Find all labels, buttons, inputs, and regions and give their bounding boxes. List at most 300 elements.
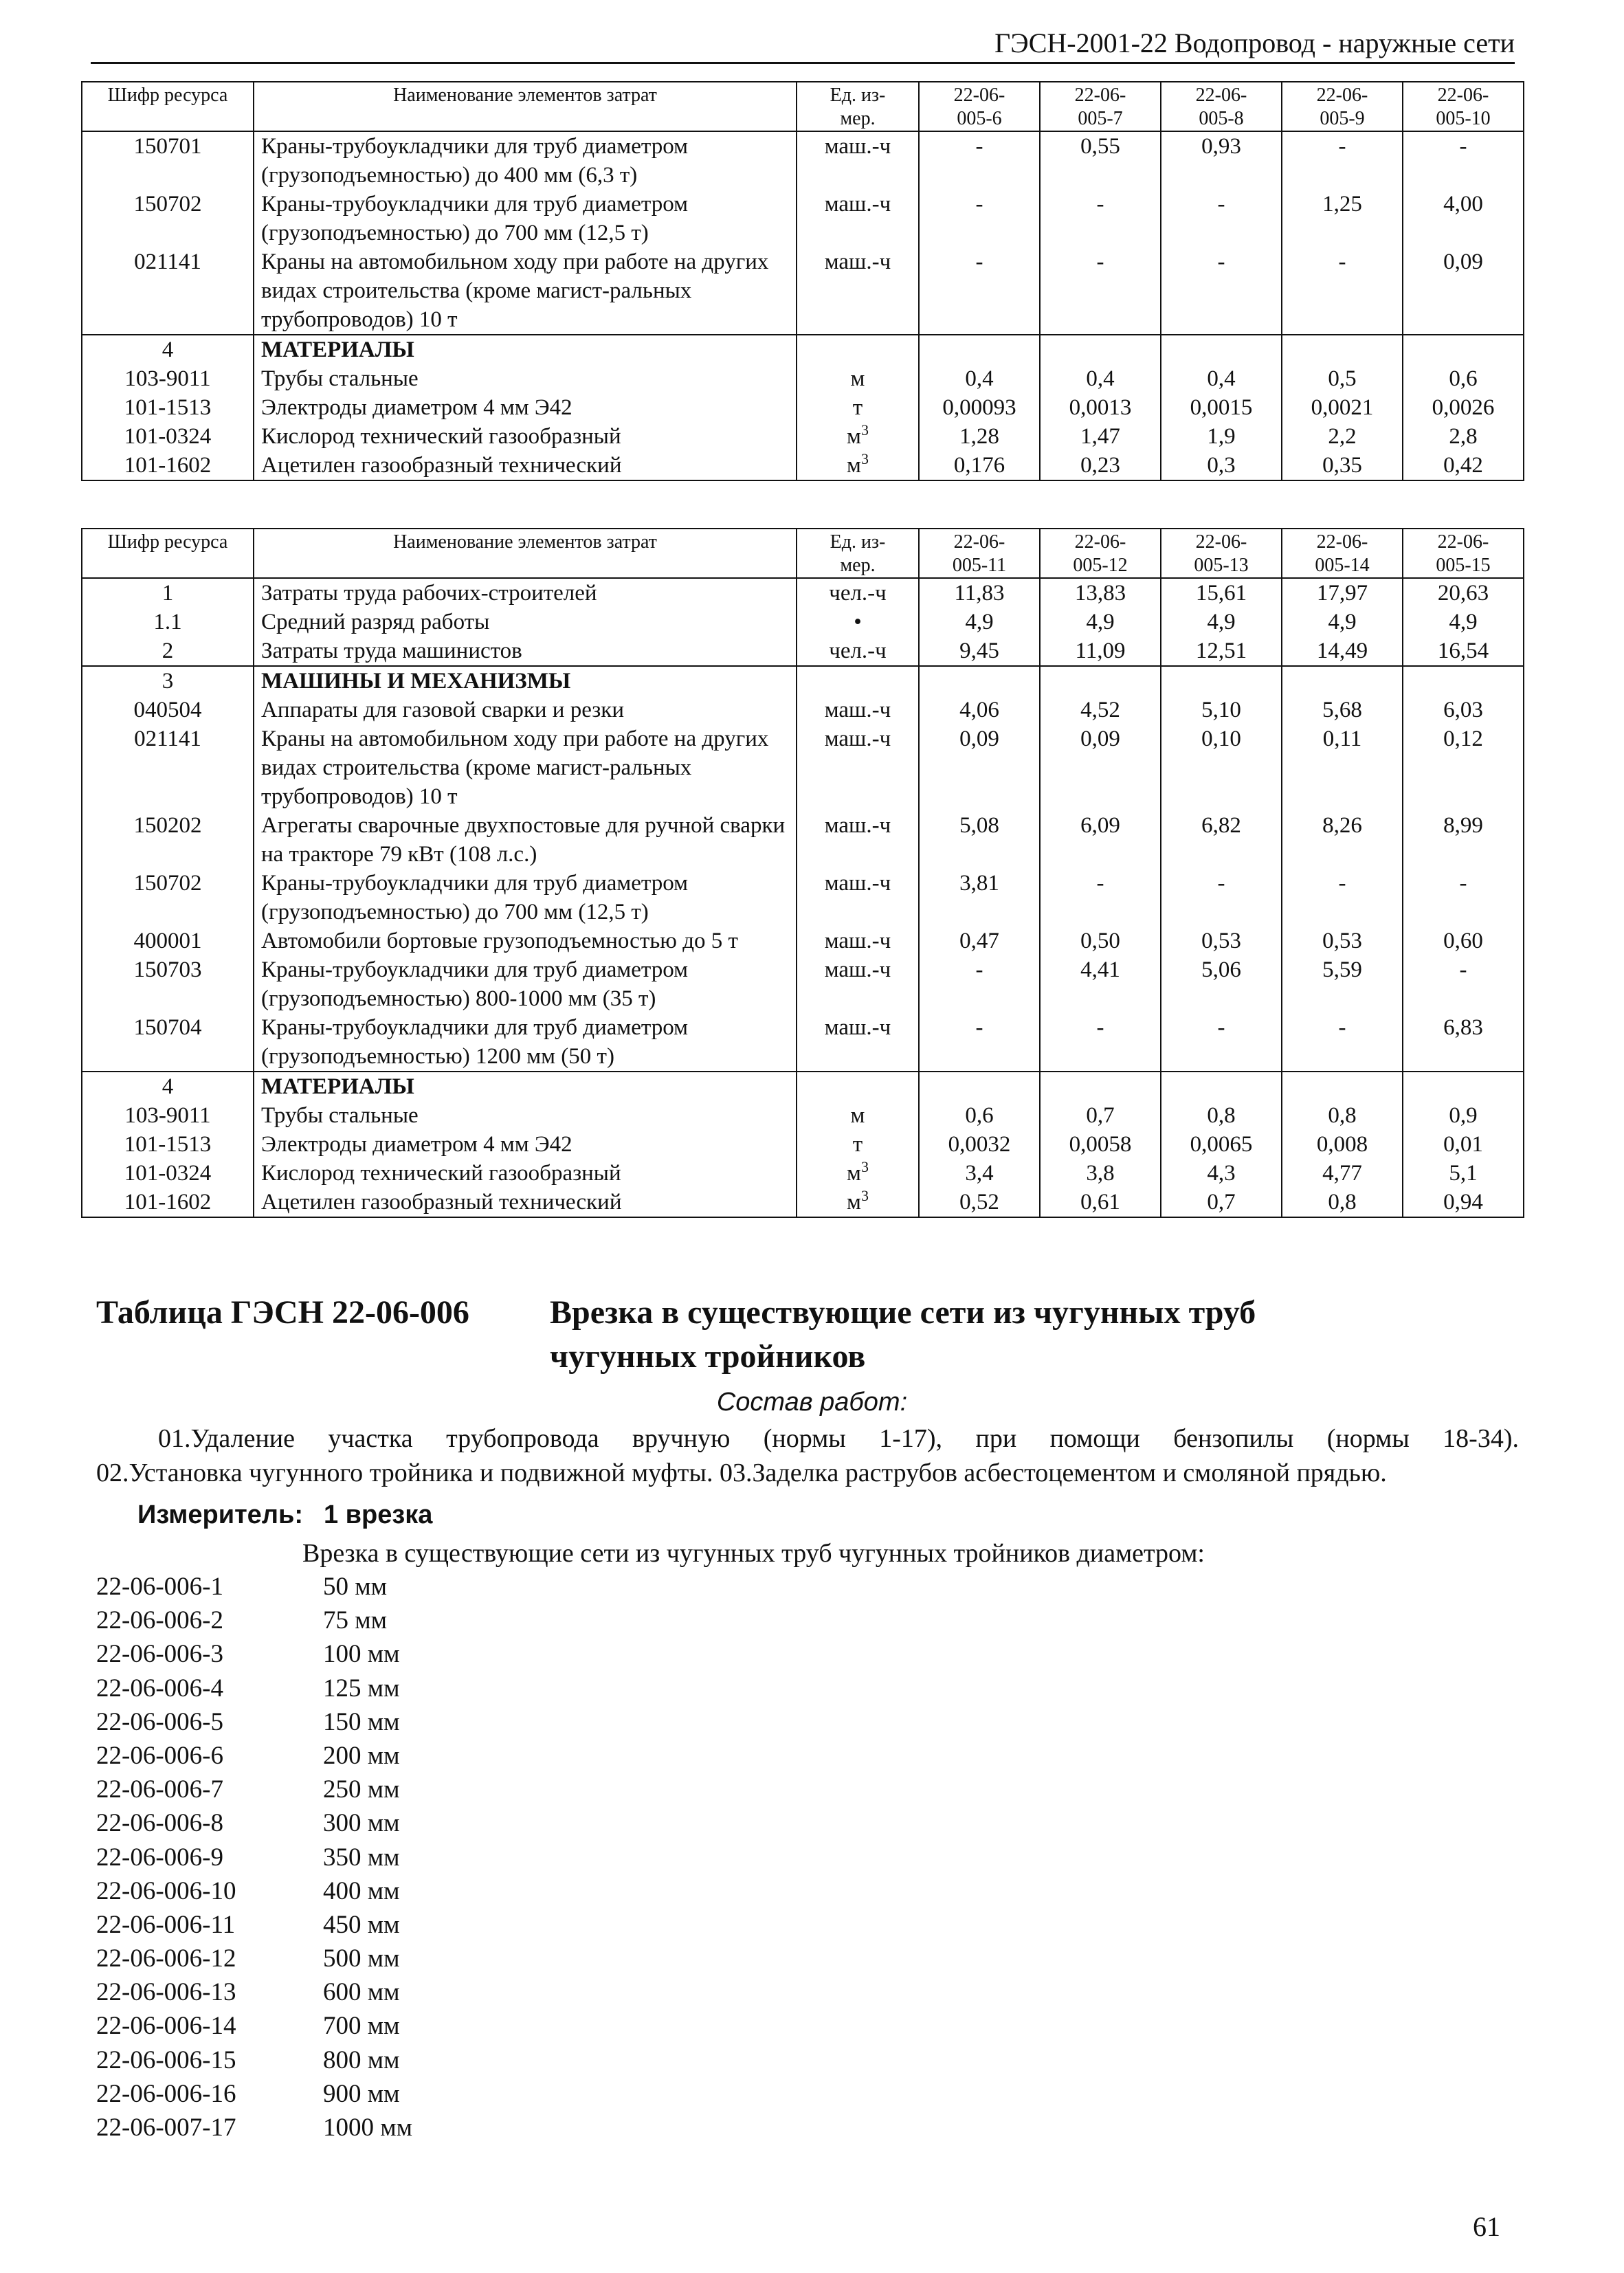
resource-unit [797,1013,919,1072]
table-row [82,1013,1524,1072]
norm-value: 3,8 [1040,1159,1161,1188]
norm-item [96,1705,412,1739]
table-row [82,869,1524,927]
norm-diameter: 200 мм [323,1741,400,1770]
norm-diameter: 50 мм [323,1573,388,1601]
column-header: Наименование элементов затрат [254,82,797,131]
norm-item [96,2043,412,2077]
unit-text: т [852,395,863,420]
norm-value: - [1040,190,1161,247]
resource-unit [797,811,919,869]
table-row [82,451,1524,480]
page-number: 61 [1473,2211,1500,2242]
table-header-row [82,82,1524,131]
unit-text: маш.-ч [824,698,891,722]
norm-value: 3,81 [919,869,1040,927]
resource-unit [797,724,919,811]
column-header: 22-06- 005-6 [919,82,1040,131]
norm-value: 0,176 [919,451,1040,480]
norm-value [1161,335,1282,364]
work-composition-line-2: 02.Установка чугунного тройника и подвижной муфты. 03.Заделка раструбов асбестоцементом и смоляной прядью. [96,1459,1387,1487]
resource-name: Краны на автомобильном ходу при работе на других видах строительства (кроме магист-ральных трубопроводов) 10 т [254,724,797,811]
norm-code: 22-06-006-1 [96,1573,223,1601]
norm-value [1282,666,1403,696]
resource-table-005-6-10 [81,81,1524,481]
unit-text: • [854,610,862,634]
norm-diameter: 350 мм [323,1843,400,1872]
norm-diameter: 500 мм [323,1944,400,1973]
resource-unit [797,636,919,666]
norm-code: 22-06-006-9 [96,1843,223,1872]
norm-value: 0,09 [919,724,1040,811]
resource-name: Автомобили бортовые грузоподъемностью до 5 т [254,927,797,955]
norm-code: 22-06-006-10 [96,1876,236,1905]
norm-value: 4,9 [1282,608,1403,636]
norm-value: 16,54 [1403,636,1524,666]
norm-value: 0,5 [1282,364,1403,393]
resource-unit [797,578,919,608]
table-row [82,393,1524,422]
unit-text: чел.-ч [829,639,887,663]
norm-value: 5,10 [1161,696,1282,724]
norm-value [919,666,1040,696]
norm-value: 0,11 [1282,724,1403,811]
norm-value: 15,61 [1161,578,1282,608]
resource-unit [797,364,919,393]
norm-value: 0,0026 [1403,393,1524,422]
norm-diameter: 450 мм [323,1910,400,1939]
norm-value [1282,335,1403,364]
norm-item [96,1773,412,1806]
norm-value: 0,10 [1161,724,1282,811]
norm-value: 5,1 [1403,1159,1524,1188]
work-composition-line-1: 01.Удаление участка трубопровода вручную (нормы 1-17), при помощи бензопилы (нормы 18-34). [158,1424,1519,1453]
norm-value: 0,4 [1161,364,1282,393]
table-row [82,1101,1524,1130]
resource-unit [797,1072,919,1101]
resource-unit [797,247,919,335]
norm-value: 0,52 [919,1188,1040,1217]
norm-value: - [1282,131,1403,190]
column-header: Наименование элементов затрат [254,529,797,578]
norm-value: 0,8 [1161,1101,1282,1130]
group-row [82,1072,1524,1101]
norm-value: - [1282,1013,1403,1072]
norm-value: - [1161,869,1282,927]
table-row [82,955,1524,1013]
resource-name: Кислород технический газообразный [254,1159,797,1188]
norm-value: 1,47 [1040,422,1161,451]
unit-text: м [847,424,861,449]
resource-unit [797,608,919,636]
resource-unit [797,1188,919,1217]
norm-value: 17,97 [1282,578,1403,608]
norm-value: 0,9 [1403,1101,1524,1130]
column-header: 22-06- 005-8 [1161,82,1282,131]
norm-value: 1,28 [919,422,1040,451]
norm-value: - [1161,247,1282,335]
norm-value [1040,666,1161,696]
norm-item [96,2111,412,2144]
norm-value [1161,1072,1282,1101]
table-row [82,608,1524,636]
resource-name: МАТЕРИАЛЫ [254,335,797,364]
resource-code: 150701 [82,131,254,190]
resource-code: 150703 [82,955,254,1013]
norm-value: 5,59 [1282,955,1403,1013]
resource-code: 2 [82,636,254,666]
resource-code: 400001 [82,927,254,955]
table-body [82,131,1524,480]
norm-code: 22-06-006-3 [96,1640,223,1669]
norm-value: 0,8 [1282,1101,1403,1130]
norm-value: - [1040,869,1161,927]
resource-unit [797,451,919,480]
norm-value: 0,0015 [1161,393,1282,422]
norm-value: - [919,131,1040,190]
resource-code: 103-9011 [82,364,254,393]
resource-name: Трубы стальные [254,1101,797,1130]
norm-diameter: 300 мм [323,1809,400,1838]
resource-name: Затраты труда рабочих-строителей [254,578,797,608]
norm-item [96,2077,412,2111]
norm-value: 0,09 [1403,247,1524,335]
norm-value: 1,25 [1282,190,1403,247]
norm-value: 4,41 [1040,955,1161,1013]
table-row [82,190,1524,247]
resource-name: Ацетилен газообразный технический [254,1188,797,1217]
resource-code: 1.1 [82,608,254,636]
table-row [82,131,1524,190]
column-header: Ед. из- мер. [797,529,919,578]
resource-name: Агрегаты сварочные двухпостовые для ручной сварки на тракторе 79 кВт (108 л.с.) [254,811,797,869]
norm-value: 0,4 [919,364,1040,393]
norm-value: - [1403,955,1524,1013]
resource-code: 040504 [82,696,254,724]
norm-value [919,1072,1040,1101]
resource-name: Затраты труда машинистов [254,636,797,666]
running-header: ГЭСН-2001-22 Водопровод - наружные сети [91,25,1515,64]
resource-name: Краны-трубоукладчики для труб диаметром (грузоподъемностью) 1200 мм (50 т) [254,1013,797,1072]
unit-text: маш.-ч [824,134,891,159]
norm-code: 22-06-006-13 [96,1978,236,2007]
resource-code: 101-1513 [82,393,254,422]
unit-text: маш.-ч [824,929,891,953]
resource-name: Электроды диаметром 4 мм Э42 [254,393,797,422]
work-composition-label: Состав работ: [716,1388,908,1417]
norm-diameter: 400 мм [323,1876,400,1905]
norm-value: 9,45 [919,636,1040,666]
resource-code: 021141 [82,724,254,811]
norm-value: 0,93 [1161,131,1282,190]
norm-value: 0,0065 [1161,1130,1282,1159]
unit-text: маш.-ч [824,813,891,838]
table-row [82,247,1524,335]
norm-value: 5,08 [919,811,1040,869]
unit-text: маш.-ч [824,727,891,751]
table-row [82,636,1524,666]
norm-value [1403,666,1524,696]
norm-value: - [1040,247,1161,335]
norm-value: 8,99 [1403,811,1524,869]
norm-value: 0,4 [1040,364,1161,393]
norm-value: 20,63 [1403,578,1524,608]
table-body [82,578,1524,1217]
resource-name: Краны на автомобильном ходу при работе на других видах строительства (кроме магист-ральных трубопроводов) 10 т [254,247,797,335]
column-header: 22-06- 005-13 [1161,529,1282,578]
norm-value: 2,8 [1403,422,1524,451]
resource-name: Кислород технический газообразный [254,422,797,451]
resource-table-005-11-15 [81,528,1524,1218]
norm-diameter: 100 мм [323,1640,400,1669]
resource-name: Электроды диаметром 4 мм Э42 [254,1130,797,1159]
norm-code: 22-06-006-12 [96,1944,236,1973]
norm-value: 0,23 [1040,451,1161,480]
norm-value: 0,94 [1403,1188,1524,1217]
resource-code: 150202 [82,811,254,869]
norm-value: - [1403,869,1524,927]
norm-code: 22-06-006-16 [96,2079,236,2108]
norm-diameter: 800 мм [323,2045,400,2074]
norm-item [96,1570,412,1604]
resource-unit [797,869,919,927]
norm-value: 6,83 [1403,1013,1524,1072]
norm-value: 0,35 [1282,451,1403,480]
norm-value: 4,9 [1161,608,1282,636]
resource-name: Аппараты для газовой сварки и резки [254,696,797,724]
unit-text: маш.-ч [824,192,891,217]
unit-exponent: 3 [860,1187,869,1204]
norm-value [1403,1072,1524,1101]
norm-value: 0,0058 [1040,1130,1161,1159]
resource-name: Краны-трубоукладчики для труб диаметром (грузоподъемностью) до 700 мм (12,5 т) [254,869,797,927]
norm-value: - [1040,1013,1161,1072]
column-header: 22-06- 005-10 [1403,82,1524,131]
resource-name: Краны-трубоукладчики для труб диаметром (грузоподъемностью) 800-1000 мм (35 т) [254,955,797,1013]
measure-label: Измеритель: [137,1500,303,1529]
norm-value: 0,3 [1161,451,1282,480]
norm-diameter: 1000 мм [323,2114,413,2142]
norm-value: 4,9 [1403,608,1524,636]
norm-value: 0,0032 [919,1130,1040,1159]
norm-value: 0,12 [1403,724,1524,811]
table-row [82,422,1524,451]
resource-unit [797,422,919,451]
resource-name: Краны-трубоукладчики для труб диаметром (грузоподъемностью) до 700 мм (12,5 т) [254,190,797,247]
resource-name: МАТЕРИАЛЫ [254,1072,797,1101]
unit-text: м [847,1161,861,1186]
norm-code: 22-06-006-11 [96,1910,236,1939]
unit-exponent: 3 [860,1158,869,1175]
group-row [82,666,1524,696]
resource-code: 150702 [82,869,254,927]
resource-code: 4 [82,1072,254,1101]
resource-code: 4 [82,335,254,364]
norm-value: 0,53 [1161,927,1282,955]
resource-code: 150702 [82,190,254,247]
norm-value: 3,4 [919,1159,1040,1188]
norm-value [1403,335,1524,364]
column-header: 22-06- 005-7 [1040,82,1161,131]
column-header: 22-06- 005-11 [919,529,1040,578]
unit-text: м [850,366,865,391]
norm-code: 22-06-006-2 [96,1606,223,1635]
resource-unit [797,393,919,422]
measure-value: 1 врезка [323,1500,433,1529]
column-header: Ед. из- мер. [797,82,919,131]
norm-value [919,335,1040,364]
unit-text: маш.-ч [824,957,891,982]
norm-item [96,2009,412,2043]
norm-value: - [1282,869,1403,927]
norm-value: 0,7 [1161,1188,1282,1217]
resource-unit [797,696,919,724]
norms-list [96,1570,412,2144]
norm-value: 0,47 [919,927,1040,955]
norm-value: - [1161,1013,1282,1072]
column-header: 22-06- 005-14 [1282,529,1403,578]
resource-unit [797,955,919,1013]
norm-diameter: 250 мм [323,1775,400,1804]
norm-value: 0,01 [1403,1130,1524,1159]
norm-item [96,1908,412,1942]
norm-value: 4,52 [1040,696,1161,724]
column-header: Шифр ресурса [82,82,254,131]
resource-unit [797,1159,919,1188]
norm-diameter: 125 мм [323,1674,400,1703]
resource-unit [797,1101,919,1130]
resource-unit [797,927,919,955]
norm-value: 0,0013 [1040,393,1161,422]
unit-text: маш.-ч [824,871,891,896]
resource-code: 3 [82,666,254,696]
column-header: 22-06- 005-15 [1403,529,1524,578]
norm-code: 22-06-006-4 [96,1674,223,1703]
norm-value: - [1403,131,1524,190]
table-row [82,696,1524,724]
resource-name: МАШИНЫ И МЕХАНИЗМЫ [254,666,797,696]
table-row [82,1188,1524,1217]
norm-value: - [1161,190,1282,247]
norm-value: 0,53 [1282,927,1403,955]
resource-code: 021141 [82,247,254,335]
resource-unit [797,1130,919,1159]
norm-value: 0,50 [1040,927,1161,955]
table-row [82,811,1524,869]
norm-value: 0,00093 [919,393,1040,422]
norm-item [96,1637,412,1671]
norm-value: - [919,955,1040,1013]
unit-text: м [850,1103,865,1128]
norm-item [96,1841,412,1874]
norm-item [96,1975,412,2009]
norm-value: 0,55 [1040,131,1161,190]
norm-code: 22-06-006-14 [96,2012,236,2041]
resource-unit [797,131,919,190]
column-header: 22-06- 005-9 [1282,82,1403,131]
norm-item [96,1874,412,1908]
norm-value: 5,06 [1161,955,1282,1013]
norm-value: 0,0021 [1282,393,1403,422]
norm-value: - [919,1013,1040,1072]
section-title: Таблица ГЭСН 22-06-006 [96,1294,469,1331]
norm-code: 22-06-007-17 [96,2114,236,2142]
resource-unit [797,190,919,247]
norm-value: 1,9 [1161,422,1282,451]
section-description: Врезка в существующие сети из чугунных труб чугунных тройников [550,1294,1256,1375]
norm-diameter: 75 мм [323,1606,388,1635]
resource-code: 1 [82,578,254,608]
resource-code: 101-0324 [82,422,254,451]
norm-diameter: 150 мм [323,1707,400,1736]
measure-unit [137,1498,432,1531]
norm-code: 22-06-006-6 [96,1741,223,1770]
norm-item [96,1942,412,1975]
norm-value: 4,06 [919,696,1040,724]
resource-unit [797,335,919,364]
norm-value: - [919,190,1040,247]
norm-value [1040,335,1161,364]
norm-value: 0,008 [1282,1130,1403,1159]
norm-value [1282,1072,1403,1101]
resource-name: Краны-трубоукладчики для труб диаметром (грузоподъемностью) до 400 мм (6,3 т) [254,131,797,190]
norm-code: 22-06-006-8 [96,1809,223,1838]
norm-diameter: 900 мм [323,2079,400,2108]
column-header: Шифр ресурса [82,529,254,578]
norm-value: 13,83 [1040,578,1161,608]
norm-value: 5,68 [1282,696,1403,724]
norm-value: 4,3 [1161,1159,1282,1188]
resource-unit [797,666,919,696]
norm-value: 12,51 [1161,636,1282,666]
norm-value: 6,03 [1403,696,1524,724]
norm-value: 0,60 [1403,927,1524,955]
norm-diameter: 600 мм [323,1978,400,2007]
norm-item [96,1672,412,1705]
unit-text: т [852,1132,863,1157]
table-row [82,927,1524,955]
unit-exponent: 3 [860,450,869,467]
norm-value: 8,26 [1282,811,1403,869]
norm-value: 4,00 [1403,190,1524,247]
norm-diameter: 700 мм [323,2012,400,2041]
unit-text: маш.-ч [824,1015,891,1040]
resource-code: 150704 [82,1013,254,1072]
norm-code: 22-06-006-5 [96,1707,223,1736]
norm-value: 6,82 [1161,811,1282,869]
norm-value: 11,83 [919,578,1040,608]
table-header-row [82,529,1524,578]
norm-item [96,1739,412,1773]
norm-value: 0,09 [1040,724,1161,811]
norm-value: 0,61 [1040,1188,1161,1217]
norm-value: - [1282,247,1403,335]
norm-value: 0,8 [1282,1188,1403,1217]
norm-value: 6,09 [1040,811,1161,869]
resource-name: Средний разряд работы [254,608,797,636]
table-row [82,364,1524,393]
norm-item [96,1604,412,1637]
norm-value: 4,9 [919,608,1040,636]
norm-value [1040,1072,1161,1101]
norm-value: 11,09 [1040,636,1161,666]
norm-code: 22-06-006-15 [96,2045,236,2074]
table-row [82,1159,1524,1188]
resource-code: 103-9011 [82,1101,254,1130]
norm-code: 22-06-006-7 [96,1775,223,1804]
table-row [82,1130,1524,1159]
norm-value: 4,9 [1040,608,1161,636]
